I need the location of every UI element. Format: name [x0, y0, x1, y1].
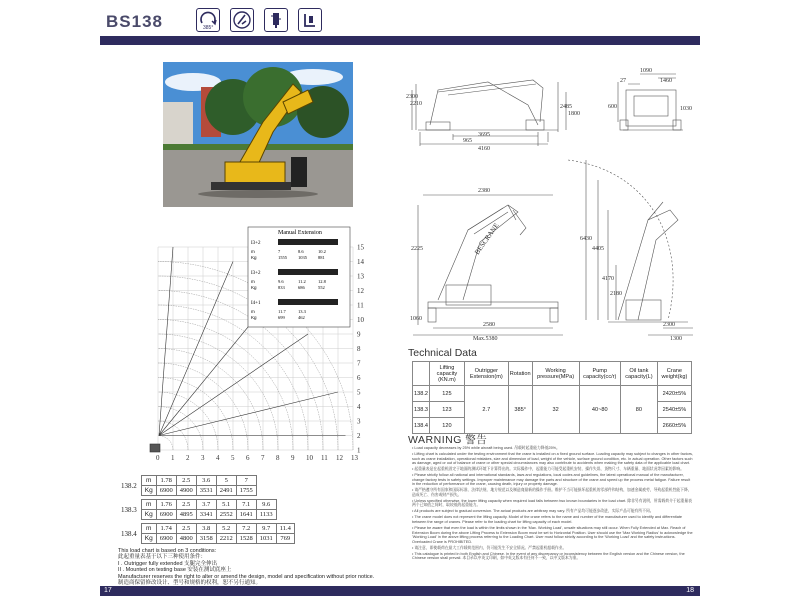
radius-cell: 9.6	[256, 500, 276, 510]
load-cell: 1755	[236, 486, 256, 496]
load-cell: 2552	[216, 510, 236, 520]
extension-radius: 9.6	[278, 279, 284, 284]
spec-outrigger: 2.7	[464, 386, 508, 434]
x-tick-label: 11	[321, 454, 328, 462]
note-line: 此起重量表基于以下三种使用条件：	[118, 554, 207, 561]
load-cell: 6900	[156, 510, 176, 520]
warning-paragraph: • 请注意，即使载荷在最大工作载荷范围内，仍可能发生不安全情况。严禁起重机超载作业。	[412, 545, 567, 550]
manual-extension-title: Manual Extension	[278, 230, 322, 236]
y-tick-label: 13	[357, 272, 364, 281]
feature-icons	[196, 8, 322, 32]
radius-cell: 7.2	[236, 524, 256, 534]
boom-line	[159, 334, 308, 436]
dimension-label: 600	[608, 104, 617, 110]
extension-load: 462	[298, 315, 305, 320]
dimension-label: 3695	[478, 132, 490, 138]
extension-radius: 11.7	[278, 309, 286, 314]
y-tick-label: 12	[357, 287, 364, 295]
unit-cell: Kg	[141, 534, 156, 544]
unit-cell: m	[141, 524, 156, 534]
extension-radius: 10.2	[318, 249, 326, 254]
load-chart	[130, 222, 370, 467]
dimension-label: 1300	[670, 336, 682, 342]
load-notes	[118, 548, 398, 586]
unit-cell: Kg	[141, 510, 156, 520]
radius-cell: 2.5	[176, 524, 196, 534]
dimension-label: 2180	[610, 291, 622, 297]
warning-paragraph: • All products are subject to gradual conversion. The actual products are arbitrary may vary. 所有产品均可能逐步改进，实际产品可能有所不同。	[412, 509, 654, 514]
extension-load: 552	[318, 285, 325, 290]
y-tick-label: 2	[357, 432, 361, 440]
dimension-label: 2300	[406, 94, 418, 100]
load-cell: 1641	[236, 510, 256, 520]
load-cell: 2491	[216, 486, 236, 496]
dimension-label: 1060	[410, 316, 422, 322]
dimension-label: 1460	[660, 78, 672, 84]
load-cell: 6900	[156, 486, 176, 496]
extension-radius: 13.3	[298, 309, 306, 314]
load-cell: 4895	[176, 510, 196, 520]
page-number-right: 18	[400, 586, 700, 596]
y-tick-label: 8	[357, 345, 361, 353]
model-label: 138.3	[121, 505, 137, 514]
extension-tag: I3+2	[251, 271, 261, 276]
extension-load: 1035	[298, 255, 307, 260]
radius-cell: 3.7	[196, 500, 216, 510]
unit-label: Kg	[251, 285, 257, 290]
radius-cell: 11.4	[276, 524, 294, 534]
technical-data-table	[412, 361, 692, 434]
load-cell: 2212	[216, 534, 236, 544]
extension-tag: I4+1	[251, 301, 261, 306]
x-tick-label: 3	[201, 454, 205, 462]
dimension-label: 1030	[680, 106, 692, 112]
y-tick-label: 1	[357, 446, 361, 455]
dimension-label: Max.5380	[473, 336, 498, 342]
spec-model: 138.3	[413, 402, 430, 418]
dimension-label: 1090	[640, 68, 652, 74]
load-cell: 1031	[256, 534, 276, 544]
unit-label: Kg	[251, 255, 257, 260]
radius-cell: 7	[236, 476, 256, 486]
spec-pressure: 32	[532, 386, 579, 434]
load-cell: 4800	[176, 534, 196, 544]
spec-header: Rotation	[508, 362, 532, 386]
spec-header: Oil tank capacity(L)	[620, 362, 657, 386]
radius-cell: 1.74	[156, 524, 176, 534]
extension-radius: 12.8	[318, 279, 326, 284]
spec-weight: 2540±5%	[657, 402, 691, 418]
x-tick-label: 13	[351, 454, 358, 462]
stabilizer-icon	[298, 8, 322, 32]
spec-tank: 80	[620, 386, 657, 434]
x-tick-label: 5	[231, 454, 235, 462]
spec-header: Pump capacity(cc/r)	[579, 362, 620, 386]
warning-paragraph: • Unless specified otherwise, the lower lifting capacity when required load falls between two known boundaries in the load chart. 除非另有说明，所需载荷介于起重量表两个已知值之间时，取较低的起重能力。	[412, 498, 692, 508]
dimension-label: 2210	[410, 101, 422, 107]
note-line: I . Outrigger fully extended 支腿完全伸出	[118, 560, 218, 567]
radius-arc	[158, 349, 263, 451]
side-view-drawing	[408, 70, 698, 150]
dimension-label: 4405	[592, 246, 604, 252]
model-label: 138.2	[121, 481, 137, 490]
crane-base	[150, 444, 160, 452]
unit-label: m	[251, 279, 255, 284]
dimension-label: 6430	[580, 236, 592, 242]
radius-cell: 1.78	[156, 476, 176, 486]
spec-model: 138.2	[413, 386, 430, 402]
spec-pump: 40~80	[579, 386, 620, 434]
radius-cell: 7.1	[236, 500, 256, 510]
header-bar	[100, 36, 700, 45]
load-cell: 4900	[176, 486, 196, 496]
y-tick-label: 5	[357, 388, 361, 397]
radius-cell: 9.7	[256, 524, 276, 534]
dimension-label: 1800	[568, 111, 580, 117]
spec-header: Outrigger Extension(m)	[464, 362, 508, 386]
extension-tag: I3+2	[251, 241, 261, 246]
spec-header: Crane weight(kg)	[657, 362, 691, 386]
dimension-label: 4170	[602, 276, 614, 282]
radius-cell: 2.5	[176, 500, 196, 510]
radius-cell: 2.5	[176, 476, 196, 486]
spec-table-grid	[412, 361, 692, 434]
load-table-grid	[118, 475, 295, 548]
extension-load: 833	[278, 285, 285, 290]
extension-load: 699	[278, 315, 285, 320]
hydraulic-icon	[264, 8, 288, 32]
model-title: BS138	[106, 12, 163, 31]
dimension-label: 2380	[478, 188, 490, 194]
spec-header: Lifting capacity (KN.m)	[430, 362, 465, 386]
unit-cell: m	[141, 500, 156, 510]
technical-data-heading: Technical Data	[408, 347, 477, 359]
note-line: II . Mounted on testing base 安装在测试底座上	[118, 567, 232, 574]
x-tick-label: 10	[306, 454, 313, 462]
unit-label: m	[251, 309, 255, 314]
warning-paragraph: • Load capacity decreases by 25% while aircraft being used. 吊载时起重能力降低25%。	[412, 446, 560, 450]
radius-arc	[158, 320, 293, 451]
extension-load: 1555	[278, 255, 287, 260]
unit-cell: Kg	[141, 486, 156, 496]
spec-header	[413, 362, 430, 386]
warning-paragraph: • Lifting chart is calculated under the testing environment that the crane is installed on a fixed ground surface. Loading capacity may subject to changes in other factors, such as crane installation, operational mistakes, size and dimension of load, weight of the vehicle, surface ground condition, etc. In actual operation. Other factors such as damage, aged or out of balance of crane or other special circumstances may also contribute to accidents when making the safety data of the applicable load chart.	[412, 451, 693, 466]
extension-bar	[278, 299, 338, 305]
extension-load: 686	[298, 285, 305, 290]
spec-capacity: 120	[430, 418, 465, 434]
load-cell: 769	[276, 534, 294, 544]
x-tick-label: 7	[261, 454, 265, 462]
warning-paragraph: • 起重量表是在起重机固定于地面的测试环境下计算得出的。实际操作中，起重能力可能受起重机安装、操作失误、货物尺寸、车辆重量、地面状况等因素的影响。	[412, 467, 684, 472]
dimension-label: 4160	[478, 146, 490, 152]
spec-capacity: 123	[430, 402, 465, 418]
x-tick-label: 9	[291, 454, 295, 462]
brand-label: BESCRANE	[473, 221, 501, 257]
note-line: Manufacturer reserves the right to alter or amend the design, model and specification without prior notice.	[118, 573, 375, 580]
load-cell: 3341	[196, 510, 216, 520]
extension-bar	[278, 239, 338, 245]
y-tick-label: 3	[357, 417, 361, 426]
y-tick-label: 4	[357, 403, 361, 411]
load-cell: 6900	[156, 534, 176, 544]
unit-cell: m	[141, 476, 156, 486]
spec-capacity: 125	[430, 386, 465, 402]
page-number-left: 17	[100, 586, 400, 596]
x-tick-label: 1	[171, 454, 175, 462]
rotation-label: 385°	[203, 25, 214, 31]
warning-paragraph: • Please be aware that even the load is within the limits shown in the 'Max. Working Load', unsafe situations may still occur. When Fully Extended at Max. Reach of Extension Boom during the above Lifting Process to Extension Boom must be set to Horizontal Position. User should use the 'Max Working Radius' to acknowledge the 'Working Load' in the above lifting process referring to the Loading Chart. User must follow strictly according to the 'Working Load' and the safety instructions. Overloaded Crane is PROHIBITED.	[412, 526, 693, 544]
x-tick-label: 0	[156, 454, 160, 462]
load-table	[118, 475, 398, 548]
unit-label: m	[251, 249, 255, 254]
warning-paragraph: • 请严格遵守所有国家和国际标准、法律法规、地方规范以及制造商最新的操作手册。维护不当可能损坏起重机的零部件和结构，加速金属疲劳，导致起重机性能下降，造成死亡、伤害或财产损失。	[412, 488, 692, 497]
note-line: This load chart is based on 3 conditions:	[118, 548, 217, 554]
x-tick-label: 12	[336, 454, 343, 462]
extension-radius: 7	[278, 249, 281, 254]
radius-cell: 5.1	[216, 500, 236, 510]
x-tick-label: 2	[186, 454, 190, 462]
load-cell: 1133	[256, 510, 276, 520]
y-tick-label: 10	[357, 316, 364, 324]
rotation-icon	[196, 8, 220, 32]
y-tick-label: 9	[357, 330, 361, 339]
y-tick-label: 15	[357, 243, 364, 252]
warning-paragraph: • Please strictly follow all national and international standards, laws and regulations, local codes and guidelines, the latest operational manual of the manufacturer, change factory tests in safety settings. Improper maintenance may damage the parts and structure of the crane and speed up the process metal fatigue. Failure result in the reduction of performance of the crane, causing death, injury or property damage.	[412, 473, 691, 487]
dimension-label: 2225	[411, 246, 423, 252]
warning-text	[412, 446, 694, 562]
warning-paragraph: • The crane model does not represent the lifting capacity. Model of the crane refers to the name and number of the manufacturer used to identify and differentiate between the range of cranes. Please refer to the loading chart for lifting capacity of each model.	[412, 515, 683, 525]
dimension-label: 2300	[663, 322, 675, 328]
manual-icon	[230, 8, 254, 32]
extension-radius: 8.6	[298, 249, 304, 254]
spec-header: Working pressure(MPa)	[532, 362, 579, 386]
crane-photo	[163, 62, 353, 207]
y-tick-label: 11	[357, 301, 364, 310]
dimension-label: 27	[620, 78, 626, 84]
dimension-label: 965	[463, 138, 472, 144]
y-tick-label: 7	[357, 359, 361, 368]
radius-cell: 3.6	[196, 476, 216, 486]
model-label: 138.4	[121, 529, 137, 538]
radius-cell: 5.2	[216, 524, 236, 534]
warning-paragraph: • This catalogue is printed in both English and Chinese. In the event of any discrepancy or inconsistency between the English version and the Chinese version, the Chinese version shall prevail. 本目录以中英文印刷，如中英文版本有任何不一致，以中文版本为准。	[412, 551, 685, 561]
warning-heading: WARNING 警告	[408, 434, 488, 446]
spec-weight: 2420±5%	[657, 386, 691, 402]
spec-weight: 2660±5%	[657, 418, 691, 434]
unit-label: Kg	[251, 315, 257, 320]
extension-radius: 11.2	[298, 279, 306, 284]
y-tick-label: 14	[357, 258, 364, 266]
radius-cell: 3.8	[196, 524, 216, 534]
dimension-label: 2485	[560, 104, 572, 110]
page-header	[100, 6, 700, 40]
extension-load: 881	[318, 255, 325, 260]
x-tick-label: 6	[246, 454, 250, 462]
radius-cell: 1.76	[156, 500, 176, 510]
load-cell: 3531	[196, 486, 216, 496]
load-cell: 3158	[196, 534, 216, 544]
spec-rotation: 385°	[508, 386, 532, 434]
extension-bar	[278, 269, 338, 275]
dimension-drawing	[408, 150, 698, 345]
spec-model: 138.4	[413, 418, 430, 434]
note-line: 制造商保留修改设计、型号和规格的权利，恕不另行通知。	[118, 580, 262, 587]
x-tick-label: 8	[276, 454, 280, 462]
radius-cell: 5	[216, 476, 236, 486]
load-cell: 1528	[236, 534, 256, 544]
dimension-label: 2580	[483, 322, 495, 328]
x-tick-label: 4	[216, 454, 220, 462]
y-tick-label: 6	[357, 374, 361, 382]
